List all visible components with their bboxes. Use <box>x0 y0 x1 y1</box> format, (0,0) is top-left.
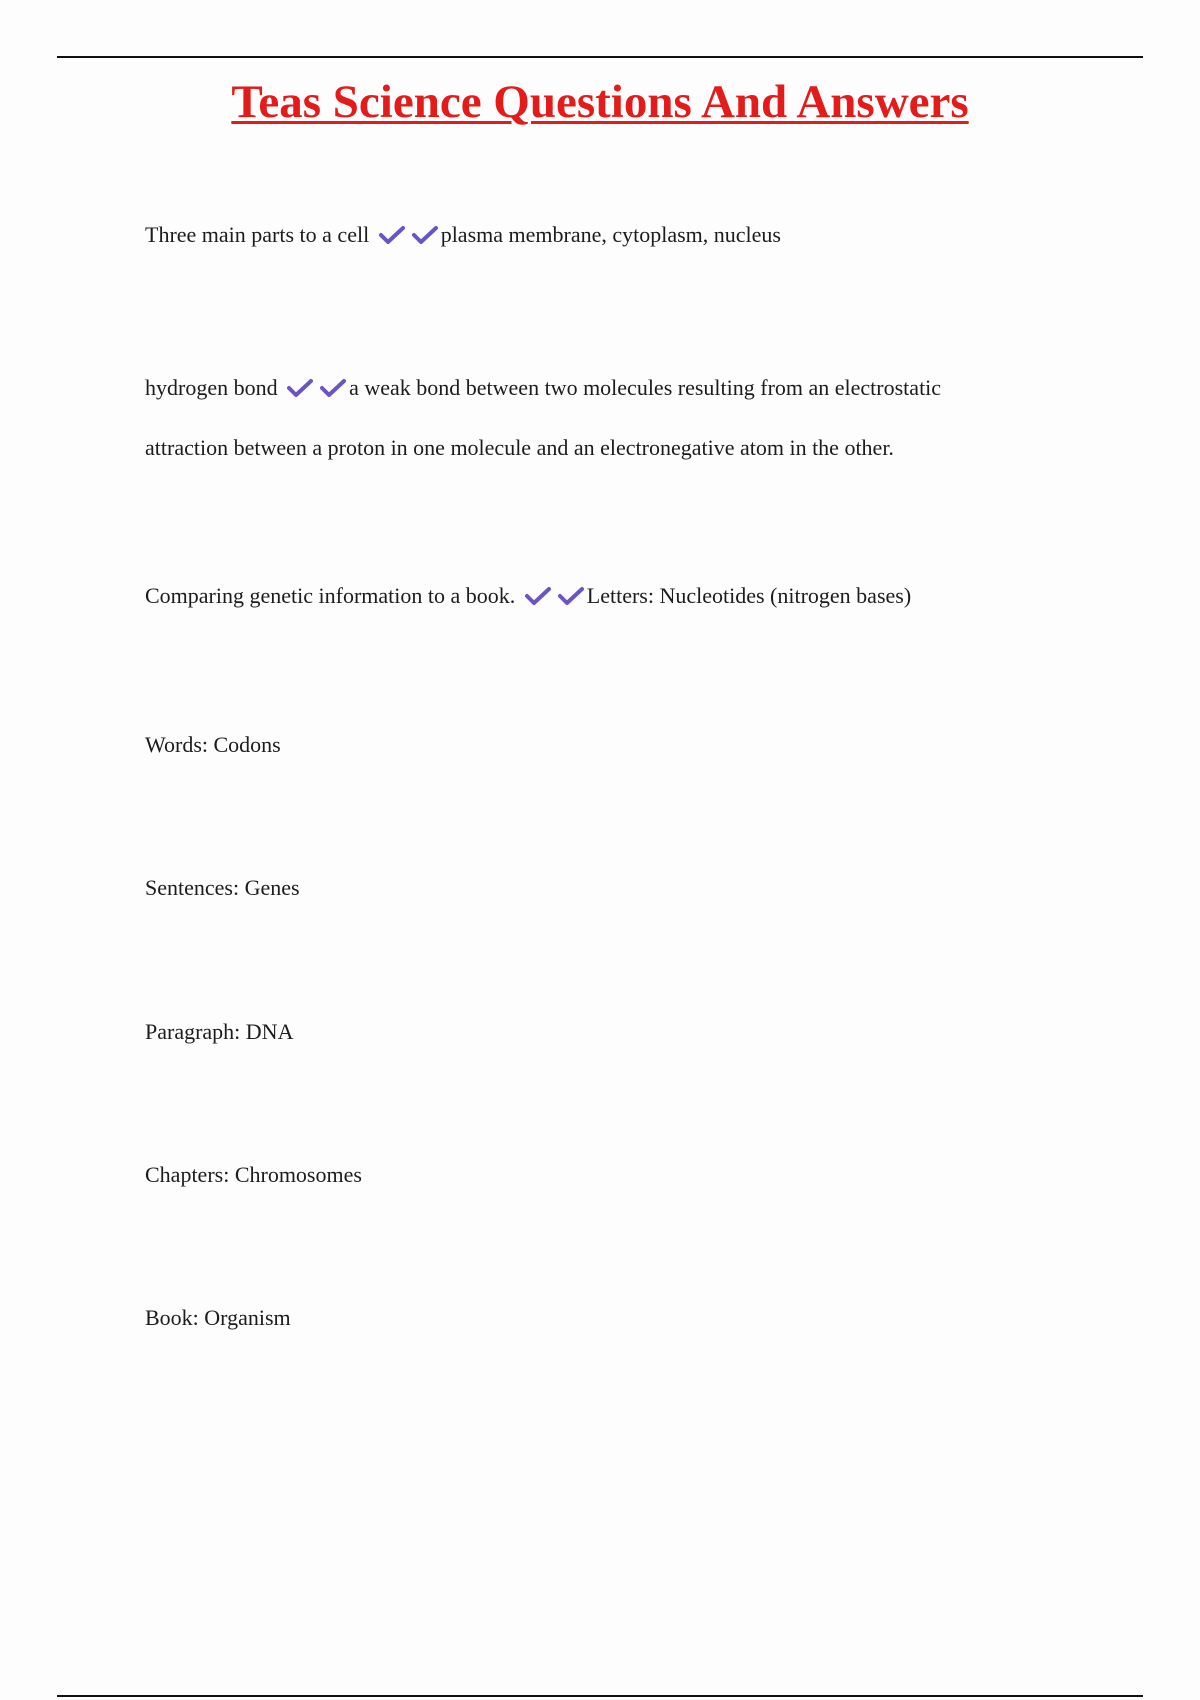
detail-line-sentences: Sentences: Genes <box>145 875 300 900</box>
detail-line-chapters: Chapters: Chromosomes <box>145 1162 362 1187</box>
question-text: Comparing genetic information to a book. <box>145 583 516 608</box>
check-icon <box>411 224 439 246</box>
answer-text: Letters: Nucleotides (nitrogen bases) <box>586 583 912 608</box>
top-rule <box>57 56 1143 58</box>
question-text: Three main parts to a cell <box>145 222 370 247</box>
qa-entry-genetic-book <box>145 581 911 611</box>
qa-entry-hydrogen-bond <box>145 373 941 403</box>
check-icon <box>524 585 552 607</box>
check-icon <box>557 585 585 607</box>
check-icon <box>319 377 347 399</box>
detail-line-words: Words: Codons <box>145 732 281 757</box>
answer-continuation: attraction between a proton in one molecule and an electronegative atom in the other. <box>145 435 894 460</box>
qa-entry-cell-parts <box>145 220 781 250</box>
detail-line-paragraph: Paragraph: DNA <box>145 1019 294 1044</box>
question-text: hydrogen bond <box>145 375 278 400</box>
check-icon <box>378 224 406 246</box>
document-title: Teas Science Questions And Answers <box>231 76 969 128</box>
answer-text: a weak bond between two molecules resulting from an electrostatic <box>349 375 942 400</box>
check-icon <box>286 377 314 399</box>
answer-text: plasma membrane, cytoplasm, nucleus <box>440 222 781 247</box>
bottom-rule <box>57 1695 1143 1697</box>
detail-line-book: Book: Organism <box>145 1305 291 1330</box>
